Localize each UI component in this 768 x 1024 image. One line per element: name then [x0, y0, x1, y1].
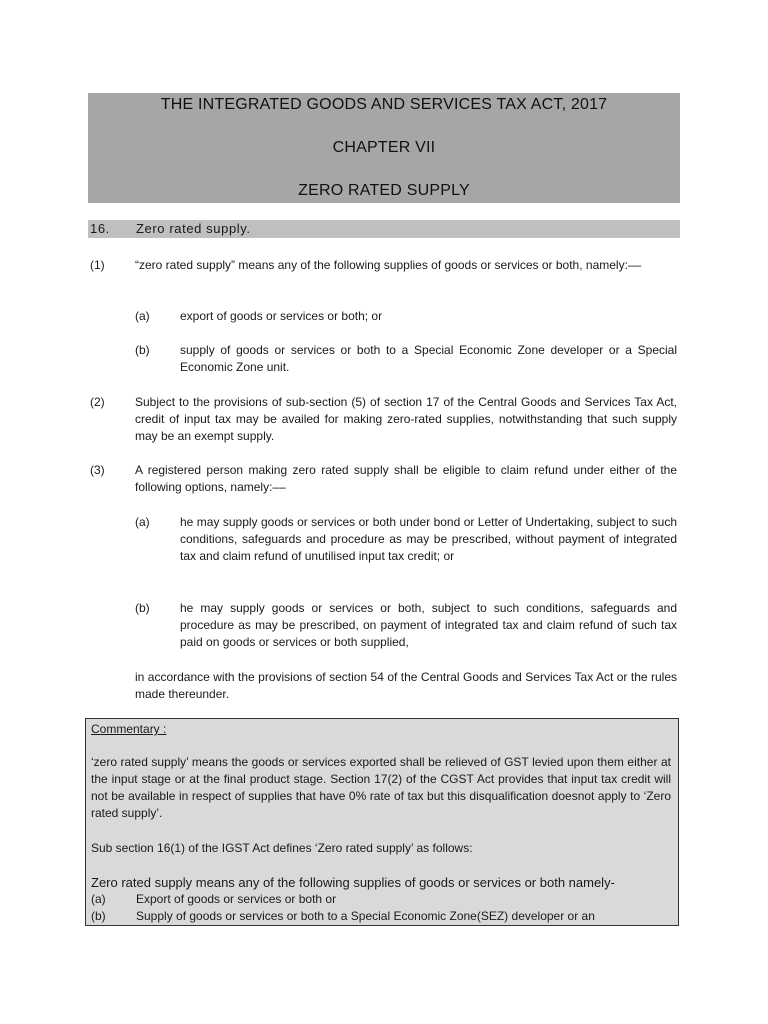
- clause-3b-label: (b): [135, 601, 150, 615]
- clause-1a-label: (a): [135, 309, 150, 323]
- clause-1-label: (1): [90, 258, 105, 272]
- clause-3-closing: in accordance with the provisions of section 54 of the Central Goods and Services Tax Act or the rules made thereunder.: [135, 670, 677, 701]
- clause-1a-text: export of goods or services or both; or: [180, 309, 383, 323]
- clause-1b-text: supply of goods or services or both to a Special Economic Zone developer or a Special Economic Zone unit.: [180, 343, 677, 374]
- commentary-item-a-label: (a): [91, 892, 106, 906]
- act-title: THE INTEGRATED GOODS AND SERVICES TAX ACT, 2017: [160, 96, 608, 113]
- clause-3a-label: (a): [135, 515, 150, 529]
- zero-rated-supply-term: Zero rated supply: [91, 875, 193, 890]
- act-header-box: [88, 93, 680, 203]
- commentary-paragraph-1: ‘zero rated supply’ means the goods or services exported shall be relieved of GST levied upon them either at the input stage or at the final product stage. Section 17(2) of the CGST Act provides that input tax credit will not be available in respect of supplies that have 0% rate of tax but this disqualification doesnot apply to ‘Zero rated supply’.: [91, 755, 671, 820]
- zero-rated-supply-definition: means any of the following supplies of goods or services or both namely-: [192, 875, 615, 890]
- clause-2-text: Subject to the provisions of sub-section (5) of section 17 of the Central Goods and Services Tax Act, credit of input tax may be availed for making zero-rated supplies, notwithstanding that such supply may be an exempt supply.: [135, 395, 677, 443]
- commentary-item-b-text: Supply of goods or services or both to a Special Economic Zone(SEZ) developer or an: [136, 909, 595, 923]
- commentary-item-a-text: Export of goods or services or both or: [136, 892, 337, 906]
- commentary-box: [85, 718, 679, 926]
- clause-1b-label: (b): [135, 343, 150, 357]
- clause-3-label: (3): [90, 463, 105, 477]
- clause-2-label: (2): [90, 395, 105, 409]
- section-title: Zero rated supply.: [136, 221, 251, 236]
- commentary-heading: Commentary :: [91, 722, 167, 736]
- commentary-definition: [91, 874, 671, 891]
- clause-3a-text: he may supply goods or services or both under bond or Letter of Undertaking, subject to such conditions, safeguards and procedure as may be prescribed, without payment of integrated tax and claim refund of unutilised input tax credit; or: [180, 515, 677, 563]
- clause-1-text: “zero rated supply” means any of the following supplies of goods or services or both, namely:––: [135, 258, 642, 272]
- chapter-number: CHAPTER VII: [332, 139, 436, 156]
- chapter-title: ZERO RATED SUPPLY: [298, 182, 470, 199]
- section-number: 16.: [90, 221, 110, 236]
- clause-3-text: A registered person making zero rated supply shall be eligible to claim refund under either of the following options, namely:––: [135, 463, 677, 494]
- commentary-paragraph-2: Sub section 16(1) of the IGST Act defines ‘Zero rated supply’ as follows:: [91, 841, 473, 855]
- clause-3b-text: he may supply goods or services or both, subject to such conditions, safeguards and procedure as may be prescribed, on payment of integrated tax and claim refund of such tax paid on goods or services or both supplied,: [180, 601, 677, 649]
- commentary-item-b-label: (b): [91, 909, 106, 923]
- section-heading: [88, 220, 680, 238]
